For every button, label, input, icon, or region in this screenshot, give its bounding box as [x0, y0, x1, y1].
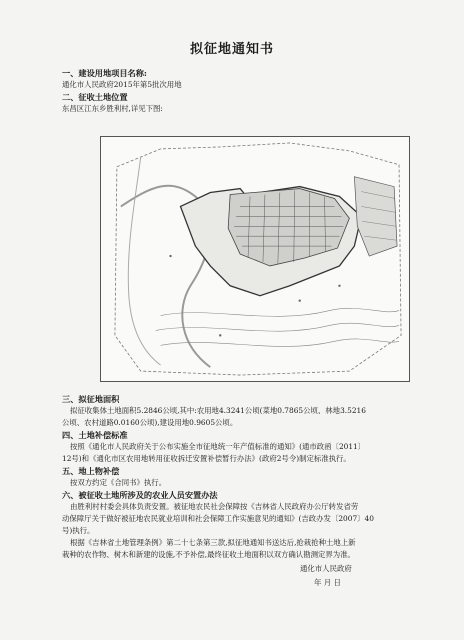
section-6-line-4: 根据《吉林省土地管理条例》第二十七条第三款,拟征地通知书送达后,抢栽抢种土地上新 [70, 538, 356, 547]
section-1-line-1: 通化市人民政府2015年第5批次用地 [62, 80, 182, 89]
section-3-line-2: 公顷、农村道路0.0160公顷),建设用地0.9605公顷。 [62, 418, 238, 427]
contour-lines [156, 308, 399, 346]
section-3-heading: 三、拟征地面积 [62, 394, 120, 404]
section-2-line-1: 东昌区江东乡胜利村,详见下图: [62, 104, 163, 113]
section-6-line-5: 栽种的农作物、树木和新建的设施,不予补偿,最终征收土地面积以双方确认勘测定界为准。 [62, 550, 355, 559]
section-6-heading: 六、被征收土地所涉及的农业人员安置办法 [62, 490, 218, 500]
section-5-line-1: 按双方约定《合同书》执行。 [70, 478, 167, 487]
location-map [100, 136, 410, 382]
east-block [354, 177, 397, 256]
signature-date: 年 月 日 [314, 578, 341, 587]
document-title: 拟征地通知书 [189, 42, 274, 57]
section-3-line-1: 拟征收集体土地面积5.2846公顷,其中:农用地4.3241公顷(菜地0.7865公顷、林地3.5216 [70, 406, 366, 415]
section-4-line-2: 12号)和《通化市区农用地转用征收拆迁安置补偿暂行办法》(政府2号令)制定标准执行。 [62, 454, 351, 463]
signature-org: 通化市人民政府 [300, 564, 352, 573]
section-4-line-1: 按照《通化市人民政府关于公布实施全市征地统一年产值标准的通知》(通市政函〔2011〕 [70, 442, 366, 451]
section-4-heading: 四、土地补偿标准 [62, 430, 128, 440]
location-map-drawing [101, 137, 409, 381]
section-2-heading: 二、征收土地位置 [62, 92, 128, 102]
section-6-line-1: 由胜利村村委会具体负责安置。被征地农民社会保障按《吉林省人民政府办公厅转发省劳 [70, 502, 359, 511]
section-1-heading: 一、建设用地项目名称: [62, 68, 147, 78]
section-6-line-3: 号)执行。 [62, 526, 95, 535]
section-5-heading: 五、地上物补偿 [62, 466, 120, 476]
section-6-line-2: 动保障厅关于做好被征地农民就业培训和社会保障工作实施意见的通知》(吉政办发〔2007〕40 [62, 514, 374, 523]
